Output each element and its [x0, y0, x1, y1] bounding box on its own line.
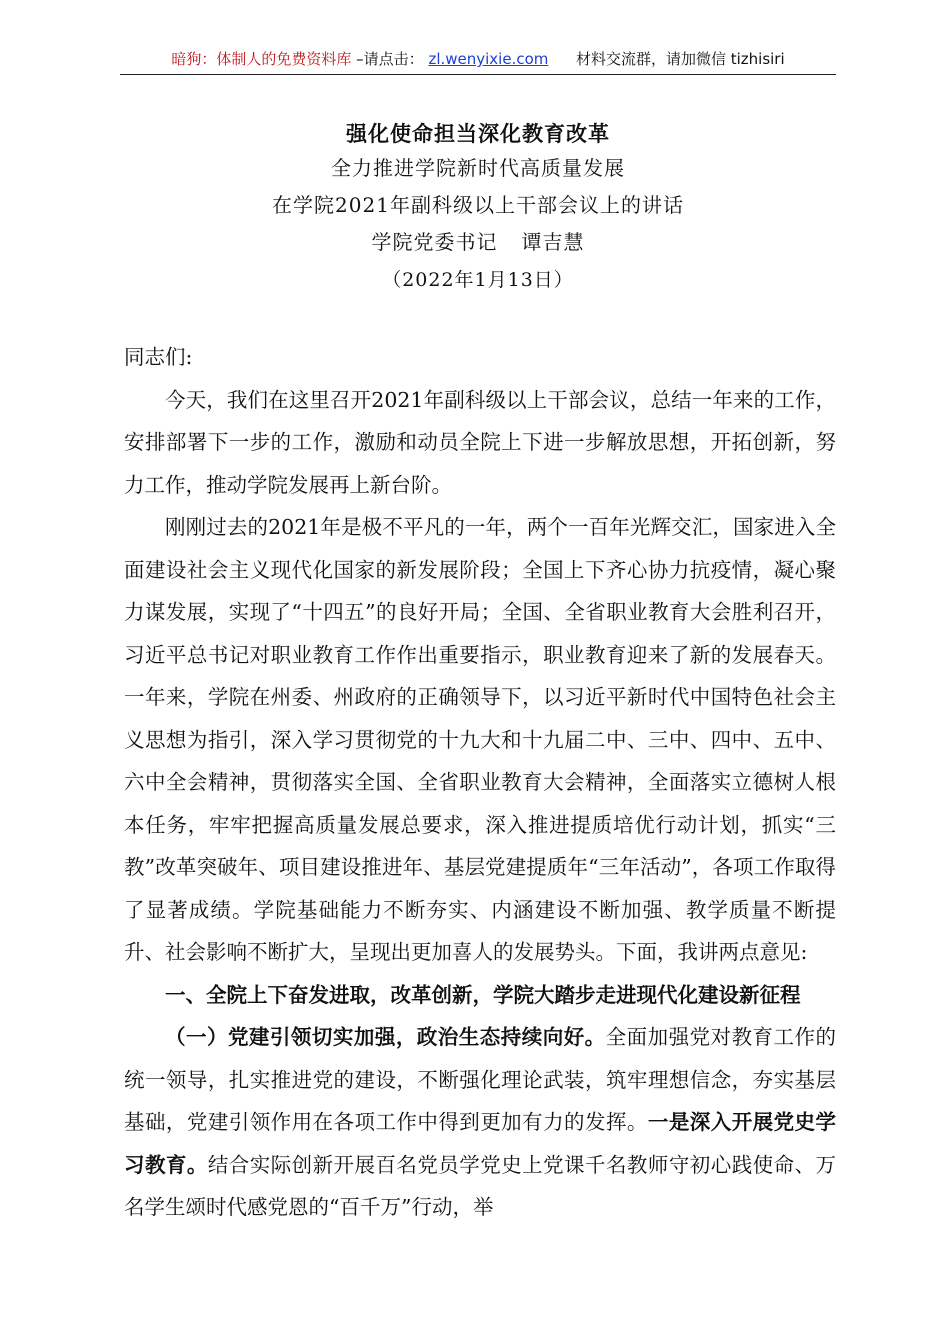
speaker-line	[120, 224, 836, 261]
paragraph-1: 今天，我们在这里召开2021年副科级以上干部会议，总结一年来的工作，安排部署下一步的工作，激励和动员全院上下进一步解放思想，开拓创新，努力工作，推动学院发展再上新台阶。	[124, 387, 836, 497]
paragraph-2: 刚刚过去的2021年是极不平凡的一年，两个一百年光辉交汇，国家进入全面建设社会主义现代化国家的新发展阶段；全国上下齐心协力抗疫情，凝心聚力谋发展，实现了“十四五”的良好开局；全国、全省职业教育大会胜利召开，习近平总书记对职业教育工作作出重要指示，职业教育迎来了新的发展春天。一年来，学院在州委、州政府的正确领导下，以习近平新时代中国特色社会主义思想为指引，深入学习贯彻党的十九大和十九届二中、三中、四中、五中、六中全会精神，贯彻落实全国、全省职业教育大会精神，全面落实立德树人根本任务，牢牢把握高质量发展总要求，深入推进提质培优行动计划，抓实“三教”改革突破年、项目建设推进年、基层党建提质年“三年活动”，各项工作取得了显著成绩。学院基础能力不断夯实、内涵建设不断加强、教学质量不断提升、社会影响不断扩大，呈现出更加喜人的发展势头。下面，我讲两点意见:	[124, 515, 836, 964]
header-brand: 暗狗：体制人的免费资料库	[171, 50, 352, 68]
salutation: 同志们:	[124, 345, 193, 369]
speech-occasion: 在学院2021年副科级以上干部会议上的讲话	[272, 193, 684, 217]
header-link[interactable]: zl.wenyixie.com	[428, 50, 549, 68]
speech-body	[124, 336, 836, 1229]
subsection-1-heading: （一）党建引领切实加强，政治生态持续向好。	[165, 1025, 606, 1049]
item-1-heading: 一是深入开展党史学习教育。	[124, 1110, 837, 1177]
subsection-1-text: 全面加强党对教育工作的统一领导，扎实推进党的建设，不断强化理论武装，筑牢理想信念，夯实基层基础，党建引领作用在各项工作中得到更加有力的发挥。	[124, 1025, 837, 1134]
speech-date: （2022年1月13日）	[382, 269, 574, 291]
title-block	[120, 118, 836, 299]
speaker-name: 谭吉慧	[521, 230, 585, 254]
header-prompt: –请点击：	[356, 50, 424, 68]
main-title: 强化使命担当深化教育改革	[346, 121, 610, 146]
item-1-text: 结合实际创新开展百名党员学党史上党课千名教师守初心践使命、万名学生颂时代感党恩的“百千万”行动，举	[124, 1152, 837, 1219]
subsection-1	[124, 1016, 836, 1229]
page-header	[120, 44, 836, 75]
subtitle: 全力推进学院新时代高质量发展	[331, 156, 625, 180]
section-heading-1: 一、全院上下奋发进取，改革创新，学院大踏步走进现代化建设新征程	[165, 982, 801, 1007]
header-contact: 材料交流群，请加微信 tizhisiri	[575, 50, 785, 68]
speaker-role: 学院党委书记	[371, 230, 498, 254]
